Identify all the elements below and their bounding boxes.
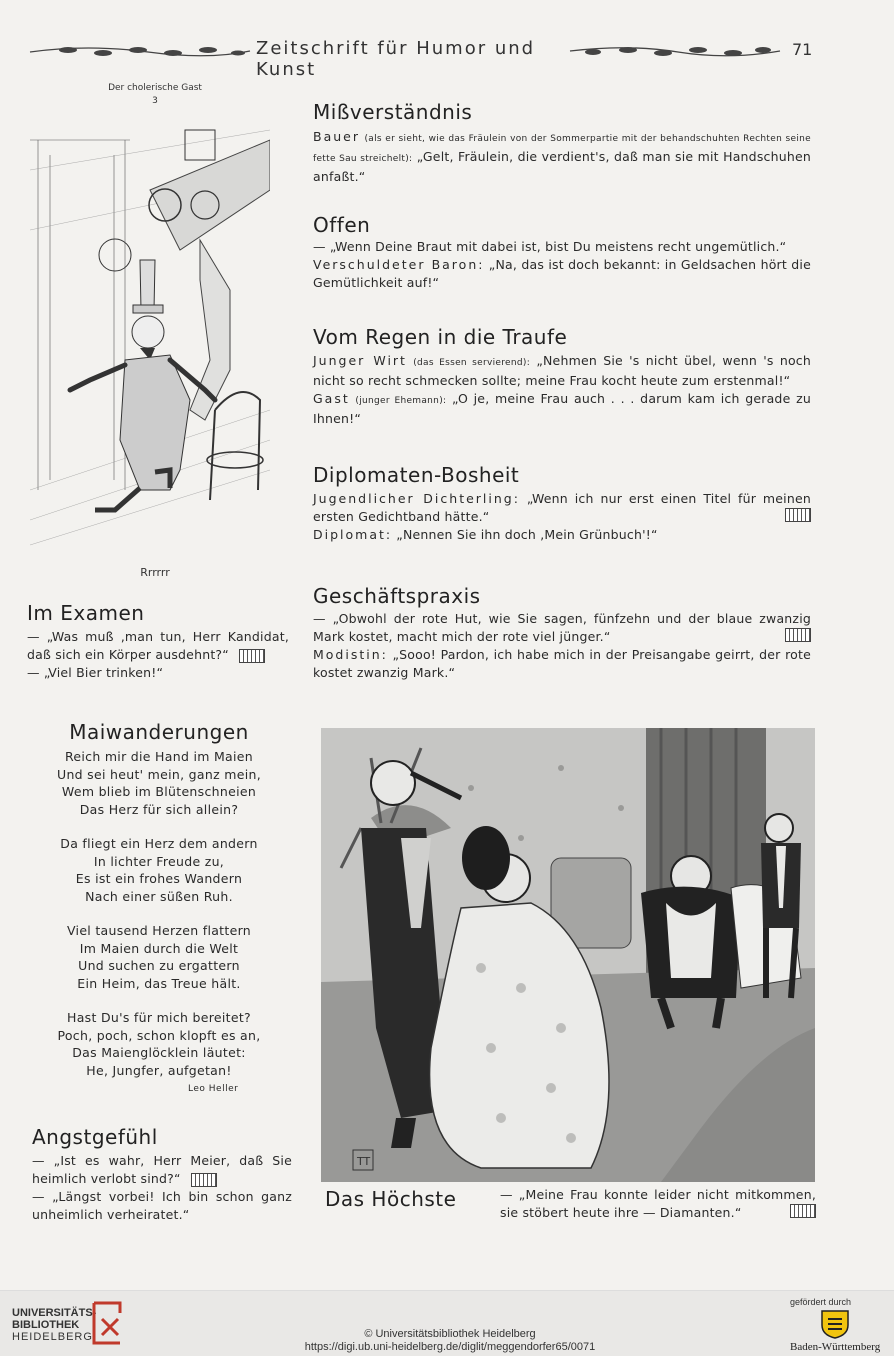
poem-line: Hast Du's für mich bereitet? <box>67 1010 251 1025</box>
source-url-link[interactable]: https://digi.ub.uni-heidelberg.de/diglit/meggendorfer65/0071 <box>304 1341 596 1353</box>
poem-stanza <box>30 1009 288 1079</box>
bw-coat-of-arms-icon <box>818 1309 852 1339</box>
poem-line: In lichter Freude zu, <box>93 853 225 869</box>
poem-stanza <box>30 748 288 818</box>
svg-text:TT: TT <box>357 1155 371 1168</box>
speaker-baron: Verschuldeter Baron: <box>313 257 485 272</box>
library-line: UNIVERSITÄTS- <box>12 1307 97 1319</box>
choleric-guest-illustration <box>30 110 270 555</box>
dialogue-line: „Na, das ist doch bekannt: in Geldsachen hört die Gemütlichkeit auf!“ <box>313 257 811 290</box>
library-line: HEIDELBERG <box>12 1331 93 1343</box>
dialogue-line: „Gelt, Fräulein, die verdient's, daß man sie mit Handschuhen anfaßt.“ <box>313 149 811 184</box>
cartoon-das-hoechste <box>321 728 815 1182</box>
text-offen <box>313 238 811 292</box>
illustration-caption-bottom: Rrrrrr <box>140 566 170 579</box>
poem-line: Da fliegt ein Herz dem andern <box>60 836 258 851</box>
speaker-gast: Gast <box>313 391 350 406</box>
dialogue-line: — „Obwohl der rote Hut, wie Sie sagen, fünfzehn und der blaue zwanzig Mark kostet, macht mich der rote viel jünger.“ <box>313 611 811 644</box>
speaker-wirt: Junger Wirt <box>313 353 407 368</box>
end-mark-icon <box>785 628 811 642</box>
text-geschaeftspraxis <box>313 610 811 682</box>
title-diplomaten: Diplomaten-Bosheit <box>313 463 520 487</box>
poem-line: Poch, poch, schon klopft es an, <box>57 1027 261 1043</box>
poem-line: Ein Heim, das Treue hält. <box>77 975 241 991</box>
end-mark-icon <box>239 649 265 663</box>
end-mark-icon <box>790 1204 816 1218</box>
speaker-modistin: Modistin: <box>313 647 388 662</box>
poem-stanza <box>30 835 288 905</box>
poem-line: Und suchen zu ergattern <box>78 958 240 973</box>
ub-logo-icon <box>90 1299 124 1347</box>
text-regen <box>313 352 811 428</box>
stage-direction: (junger Ehemann): <box>355 396 447 406</box>
speaker-dichterling: Jugendlicher Dichterling: <box>313 491 520 506</box>
dialogue-line: — „Längst vorbei! Ich bin schon ganz unheimlich verheiratet.“ <box>32 1189 292 1222</box>
library-name <box>12 1307 96 1343</box>
dialogue-line: „Sooo! Pardon, ich habe mich in der Preisangabe geirrt, der rote kostet zwanzig Mark.“ <box>313 647 811 680</box>
dialogue-line: — „Meine Frau konnte leider nicht mitkommen, sie stöbert heute ihre — Diamanten.“ <box>500 1187 816 1220</box>
title-angstgefuehl: Angstgefühl <box>32 1125 158 1149</box>
dialogue-line: „O je, meine Frau auch . . . darum kam ich gerade zu Ihnen!“ <box>313 391 811 426</box>
poem-line: Viel tausend Herzen flattern <box>66 923 252 938</box>
poem-line: Es ist ein frohes Wandern <box>75 871 243 886</box>
stage-direction: (als er sieht, wie das Fräulein von der Sommerpartie mit der behandschuhten Rechten seine fette Sau streichelt): <box>313 134 811 164</box>
library-line: BIBLIOTHEK <box>12 1319 80 1331</box>
poem-author: Leo Heller <box>188 1084 239 1094</box>
state-name: Baden-Württemberg <box>790 1341 881 1353</box>
speaker-bauer: Bauer <box>313 129 360 144</box>
title-regen: Vom Regen in die Traufe <box>313 325 568 349</box>
dialogue-line: „Nennen Sie ihn doch ‚Mein Grünbuch'!“ <box>396 527 658 542</box>
title-geschaeftspraxis: Geschäftspraxis <box>313 584 481 608</box>
dialogue-line: „Nehmen Sie 's nicht übel, wenn 's noch nicht so recht schmecken sollte; meine Frau kocht heute zum erstenmal!“ <box>313 353 811 388</box>
dialogue-line: — „Ist es wahr, Herr Meier, daß Sie heimlich verlobt sind?“ <box>32 1153 292 1186</box>
dialogue-line: „Wenn ich nur erst einen Titel für meinen ersten Gedichtband hätte.“ <box>313 491 811 524</box>
header-ornament-right <box>568 42 783 60</box>
text-missverstaendnis <box>313 128 811 186</box>
poem-line: Im Maien durch die Welt <box>79 940 239 956</box>
text-diplomaten <box>313 490 811 544</box>
funded-by-label: gefördert durch <box>790 1297 852 1307</box>
title-missverstaendnis: Mißverständnis <box>313 100 473 124</box>
dialogue-line: — „Wenn Deine Braut mit dabei ist, bist Du meistens recht ungemütlich.“ <box>313 239 787 254</box>
title-maiwanderungen: Maiwanderungen <box>69 720 249 744</box>
poem-line: Wem blieb im Blütenschneien <box>61 784 257 799</box>
dialogue-line: — „Was muß ‚man tun, Herr Kandidat, daß sich ein Körper ausdehnt?“ <box>27 629 289 662</box>
illustration-caption-number: 3 <box>152 96 158 106</box>
stage-direction: (das Essen servierend): <box>413 358 531 368</box>
end-mark-icon <box>785 508 811 522</box>
poem-line: Das Maienglöcklein läutet: <box>72 1045 246 1060</box>
illustration-caption-top: Der cholerische Gast <box>108 83 202 93</box>
dialogue-line: — „Viel Bier trinken!“ <box>27 665 164 680</box>
poem-line: He, Jungfer, aufgetan! <box>86 1062 232 1078</box>
header-ornament-left <box>28 42 253 60</box>
title-examen: Im Examen <box>27 601 145 625</box>
title-das-hoechste: Das Höchste <box>325 1187 457 1211</box>
poem-line: Nach einer süßen Ruh. <box>85 888 233 904</box>
text-das-hoechste <box>500 1186 816 1222</box>
journal-title: Zeitschrift für Humor und Kunst <box>256 38 536 80</box>
poem-maiwanderungen <box>30 748 288 1079</box>
speaker-diplomat: Diplomat: <box>313 527 393 542</box>
text-examen <box>27 628 289 682</box>
page-number: 71 <box>792 40 813 59</box>
poem-line: Und sei heut' mein, ganz mein, <box>57 766 261 782</box>
poem-line: Reich mir die Hand im Maien <box>64 749 254 764</box>
copyright-text: © Universitätsbibliothek Heidelberg <box>364 1328 536 1340</box>
poem-stanza <box>30 922 288 992</box>
title-offen: Offen <box>313 213 371 237</box>
poem-line: Das Herz für sich allein? <box>79 801 239 817</box>
end-mark-icon <box>191 1173 217 1187</box>
text-angstgefuehl <box>32 1152 292 1224</box>
footer-bar <box>0 1290 894 1356</box>
